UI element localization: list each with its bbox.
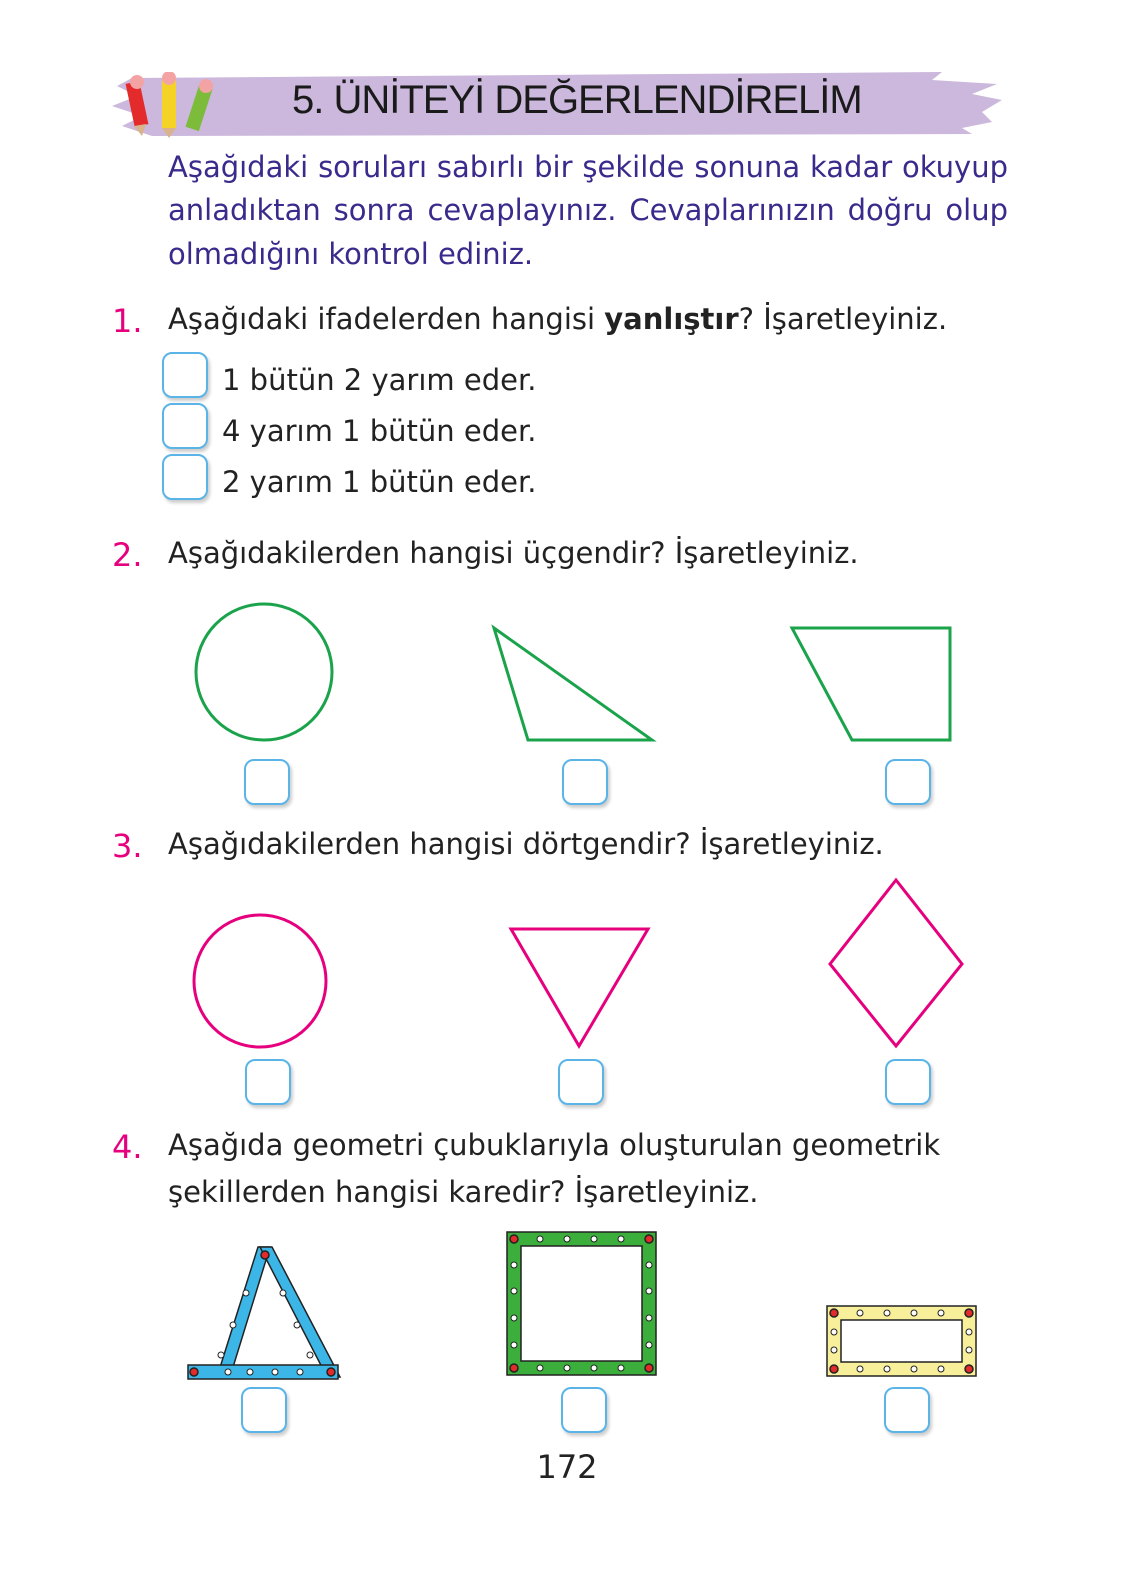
question-3-number: 3. (112, 827, 143, 865)
q1-option-3-checkbox[interactable] (162, 454, 208, 500)
question-1-number: 1. (112, 302, 143, 340)
q1-option-3: 2 yarım 1 bütün eder. (222, 465, 537, 499)
q3-triangle (511, 929, 648, 1046)
q3-triangle-checkbox[interactable] (558, 1059, 604, 1105)
q2-circle-checkbox[interactable] (244, 759, 290, 805)
q4-rectangle-checkbox[interactable] (884, 1387, 930, 1433)
question-4-text-line-2: şekillerden hangisi karedir? İşaretleyiniz. (168, 1175, 759, 1209)
page-title: 5. ÜNİTEYİ DEĞERLENDİRELİM (292, 78, 862, 122)
q2-circle (196, 604, 332, 740)
q1-option-1: 1 bütün 2 yarım eder. (222, 363, 537, 397)
question-3-text: Aşağıdakilerden hangisi dörtgendir? İşaretleyiniz. (168, 827, 884, 861)
question-4-number: 4. (112, 1128, 143, 1166)
q2-triangle-checkbox[interactable] (562, 759, 608, 805)
q4-square-checkbox[interactable] (561, 1387, 607, 1433)
question-2-text: Aşağıdakilerden hangisi üçgendir? İşaretleyiniz. (168, 536, 859, 570)
page-number: 172 (536, 1448, 598, 1486)
intro-line-1: Aşağıdaki soruları sabırlı bir şekilde sonuna kadar okuyup (168, 150, 1008, 184)
q4-shapes (0, 1225, 1134, 1385)
q3-circle (194, 915, 326, 1047)
question-2-number: 2. (112, 536, 143, 574)
pencil-characters-icon (118, 72, 228, 138)
q3-circle-checkbox[interactable] (245, 1059, 291, 1105)
q2-trapezoid (792, 628, 950, 740)
q1-option-2-checkbox[interactable] (162, 403, 208, 449)
question-1-text: Aşağıdaki ifadelerden hangisi yanlıştır? İşaretleyiniz. (168, 302, 948, 336)
q4-triangle-checkbox[interactable] (241, 1387, 287, 1433)
q3-rhombus-checkbox[interactable] (885, 1059, 931, 1105)
q2-shapes (0, 590, 1134, 760)
intro-line-2: anladıktan sonra cevaplayınız. Cevaplarınızın doğru olup (168, 193, 1008, 227)
question-4-text-line-1: Aşağıda geometri çubuklarıyla oluşturulan geometrik (168, 1128, 941, 1162)
q3-shapes (0, 870, 1134, 1060)
stick-rectangle (827, 1306, 976, 1376)
stick-square (507, 1232, 656, 1375)
intro-line-3: olmadığını kontrol ediniz. (168, 237, 534, 271)
q1-option-2: 4 yarım 1 bütün eder. (222, 414, 537, 448)
q1-option-1-checkbox[interactable] (162, 352, 208, 398)
q2-triangle (494, 628, 652, 740)
stick-triangle (188, 1247, 340, 1379)
q3-rhombus (830, 880, 962, 1046)
q2-trapezoid-checkbox[interactable] (885, 759, 931, 805)
